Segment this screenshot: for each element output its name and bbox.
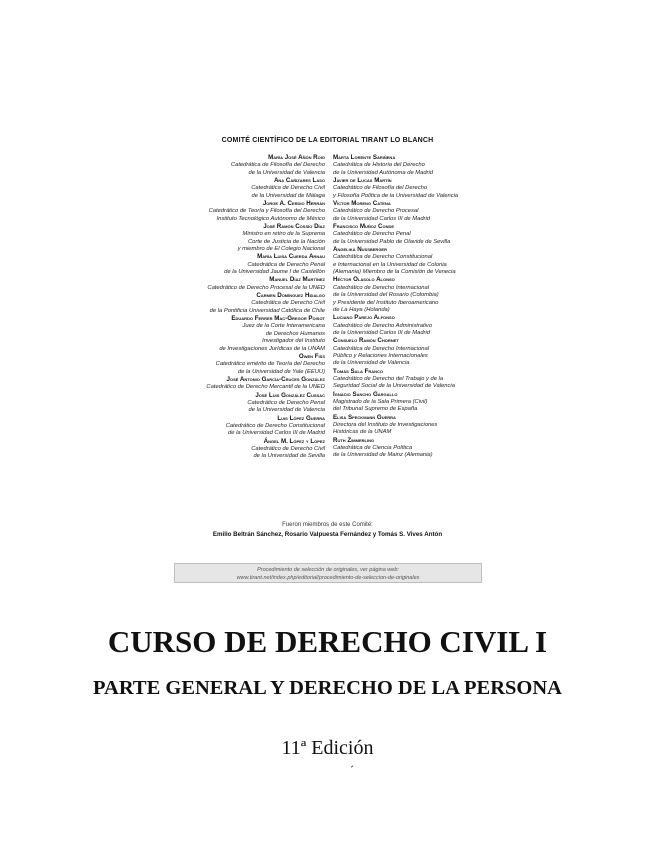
committee-member-affiliation: Catedrática de Ciencia Política	[333, 445, 413, 451]
committee-member	[333, 391, 508, 414]
committee-member	[160, 253, 325, 276]
committee-member-name: Marta Lorente Sariñena	[333, 154, 396, 161]
committee-member-affiliation: Catedrático de Derecho Mercantil de la UNED	[206, 384, 325, 391]
committee-member-affiliation: Catedrático de Derecho del Trabajo y de la	[333, 375, 444, 382]
committee-member-affiliation: de Derechos Humanos	[265, 330, 325, 337]
committee-member	[160, 376, 325, 392]
committee-member-name: Ignacio Sancho Gargallo	[333, 390, 398, 398]
committee-member	[333, 200, 508, 223]
committee-member-name: Eduardo Ferrer Mac-Gregor Poisot	[231, 315, 325, 323]
committee-member-affiliation: de Investigaciones Jurídicas de la UNAM	[219, 345, 325, 352]
committee-member	[333, 154, 508, 177]
committee-member-affiliation: de la Universidad Carlos III de Madrid	[333, 215, 430, 222]
committee-member-affiliation: de la Universidad Jaume I de Castellón	[224, 269, 325, 276]
former-members-label: Fueron miembros de este Comité:	[282, 522, 373, 528]
committee-member-affiliation: de la Universidad Carlos III de Madrid	[333, 329, 430, 336]
committee-member-affiliation: Catedrático de Derecho Constitucional	[225, 422, 325, 429]
committee-member-affiliation: de la Universidad de Málaga	[251, 192, 325, 199]
committee-member	[333, 314, 508, 337]
committee-member-affiliation: Ministro en retiro de la Suprema	[242, 231, 325, 238]
committee-member-name: María José Añón Roig	[268, 154, 325, 161]
committee-member-affiliation: e Internacional en la Universidad de Colonia	[333, 261, 447, 268]
committee-member-affiliation: de La Haya (Holanda)	[333, 306, 390, 313]
committee-member-affiliation: Corte de Justicia de la Nación	[247, 238, 325, 245]
committee-member-name: Luis López Guerra	[277, 414, 325, 422]
committee-member-affiliation: de la Universidad del Rosario (Colombia)	[333, 292, 439, 299]
committee-member-affiliation: Instituto Tecnológico Autónomo de México	[216, 215, 325, 222]
committee-title: COMITÉ CIENTÍFICO DE LA EDITORIAL TIRANT LO BLANCH	[221, 137, 434, 144]
committee-member-name: José Ramón Cossío Díaz	[263, 223, 325, 231]
selection-notice-box	[174, 563, 482, 583]
committee-member-affiliation: Catedrático emérito de Teoría del Derecho	[215, 361, 325, 368]
committee-member	[333, 414, 508, 437]
committee-member-name: Ana Cañizares Laso	[273, 177, 325, 185]
committee-member-name: Víctor Moreno Catena	[333, 200, 391, 208]
committee-member	[333, 337, 508, 367]
committee-member-affiliation: (Alemania) Miembro de la Comisión de Venecia	[333, 269, 456, 276]
committee-member-affiliation: de la Universidad de Valencia	[248, 169, 325, 176]
committee-member-name: Elisa Speckmann Guerra	[333, 413, 396, 421]
committee-member-affiliation: Catedrático de Derecho Penal	[247, 399, 325, 406]
book-subtitle: PARTE GENERAL Y DERECHO DE LA PERSONA	[93, 677, 562, 699]
committee-member-name: María Luisa Cuerda Arnau	[257, 253, 325, 261]
committee-member-affiliation: de la Universidad de Yale (EEUU)	[237, 368, 325, 375]
committee-member-affiliation: Catedrático de Teoría y Filosofía del Derecho	[208, 208, 325, 215]
committee-member-affiliation: Magistrado de la Sala Primera (Civil)	[333, 398, 428, 405]
committee-member-affiliation: y Presidente del Instituto Iberoamericano	[333, 299, 439, 306]
committee-member	[160, 438, 325, 461]
committee-member-name: Ruth Zimmerling	[333, 436, 375, 444]
committee-member-name: Consuelo Ramón Chornet	[333, 337, 399, 345]
selection-notice-url: www.tirant.net/index.php/editorial/procedimiento-de-seleccion-de-originales	[236, 575, 420, 581]
book-title: CURSO DE DERECHO CIVIL I	[107, 624, 548, 659]
committee-member-affiliation: Investigador del Instituto	[262, 338, 325, 345]
committee-member-name: Francisco Muñoz Conde	[333, 223, 395, 231]
selection-notice-line: Procedimiento de selección de originales, ver página web:	[257, 567, 399, 573]
committee-member-affiliation: Catedrática de Derecho Civil	[251, 185, 325, 192]
stray-accent-mark: ´	[350, 763, 354, 777]
committee-member-name: Angelika Nussberger	[333, 246, 387, 254]
committee-left-column	[160, 154, 325, 461]
committee-member	[333, 177, 508, 200]
committee-member-affiliation: Catedrática de Derecho Penal	[247, 261, 325, 268]
committee-member-affiliation: y Filosofía Política de la Universidad de Valencia	[333, 192, 459, 199]
committee-member-affiliation: Catedrática de Derecho Internacional	[333, 345, 430, 352]
committee-member-affiliation: Público y Relaciones Internacionales	[333, 352, 428, 359]
committee-member	[333, 276, 508, 314]
committee-member-affiliation: Catedrático de Derecho Penal	[333, 231, 411, 238]
committee-member-affiliation: del Tribunal Supremo de España	[333, 406, 418, 413]
committee-member-name: Jorge A. Cerdio Herrán	[262, 200, 325, 208]
committee-member-affiliation: de la Universidad Carlos III de Madrid	[228, 430, 325, 437]
committee-member-name: Javier de Lucas Martín	[333, 177, 392, 185]
committee-member-name: Owen Fiss	[298, 352, 325, 360]
committee-member	[160, 177, 325, 200]
committee-member	[333, 368, 508, 391]
committee-member-name: José Luis González Cussac	[255, 391, 325, 399]
committee-member	[333, 437, 508, 460]
committee-member-affiliation: Catedrático de Derecho Procesal	[333, 208, 419, 215]
committee-member-affiliation: Históricas de la UNAM	[333, 429, 392, 436]
committee-member-affiliation: de la Universidad de Sevilla	[253, 453, 325, 460]
committee-member-affiliation: Catedrático de Derecho Procesal de la UNED	[207, 284, 325, 291]
committee-member-affiliation: Catedrática de Historia del Derecho	[333, 162, 425, 169]
committee-member	[160, 200, 325, 223]
committee-member-affiliation: de la Universidad de Valencia	[248, 407, 325, 414]
committee-member	[160, 392, 325, 415]
committee-member	[160, 353, 325, 376]
committee-member-affiliation: de la Universidad Autónoma de Madrid	[333, 169, 433, 176]
committee-member-name: Carmen Domínguez Hidalgo	[256, 292, 325, 300]
committee-member-name: Manuel Díaz Martínez	[269, 276, 325, 284]
committee-member-affiliation: y miembro de El Colegio Nacional	[237, 246, 325, 253]
committee-member-affiliation: Catedrática de Derecho Constitucional	[333, 254, 433, 261]
former-members-names: Emilio Beltrán Sánchez, Rosario Valpuesta Fernández y Tomás S. Vives Antón	[212, 531, 443, 538]
committee-member-affiliation: Catedrático de Derecho Civil	[251, 445, 325, 452]
committee-member	[160, 315, 325, 353]
committee-member-affiliation: Catedrático de Filosofía del Derecho	[333, 185, 428, 192]
committee-member-affiliation: Catedrático de Derecho Administrativo	[333, 322, 433, 329]
committee-member-name: Tomás Sala Franco	[333, 367, 384, 375]
committee-member-name: Luciano Parejo Alfonso	[333, 314, 395, 322]
committee-member-name: Ángel M. López y López	[263, 437, 325, 445]
committee-member-affiliation: de la Universidad de Mainz (Alemania)	[333, 452, 433, 459]
committee-member-affiliation: Catedrático de Derecho Internacional	[333, 284, 430, 291]
committee-member-affiliation: de la Universidad Pablo de Olavide de Sevilla	[333, 238, 451, 245]
former-members	[0, 521, 655, 539]
committee-member	[333, 223, 508, 246]
committee-member	[160, 154, 325, 177]
committee-member-affiliation: de la Pontificia Universidad Católica de Chile	[209, 307, 325, 314]
committee-member	[160, 292, 325, 315]
committee-member	[160, 223, 325, 253]
committee-member-affiliation: Seguridad Social de la Universidad de Valencia	[333, 383, 455, 390]
committee-member-affiliation: de la Universidad de Valencia	[333, 360, 410, 367]
committee-member-name: Héctor Olasolo Alonso	[333, 276, 395, 284]
committee-member-affiliation: Catedrática de Derecho Civil	[251, 300, 325, 307]
committee-member-affiliation: Directora del Instituto de Investigaciones	[333, 421, 438, 428]
committee-member-affiliation: Catedrática de Filosofía del Derecho	[230, 162, 325, 169]
committee-member	[160, 415, 325, 438]
book-edition: 11ª Edición	[281, 737, 374, 759]
committee-right-column	[333, 154, 508, 460]
committee-member	[160, 276, 325, 292]
committee-member-affiliation: Juez de la Corte Interamericana	[242, 323, 325, 330]
committee-member-name: José Antonio García-Cruces González	[226, 375, 325, 383]
committee-member	[333, 246, 508, 276]
